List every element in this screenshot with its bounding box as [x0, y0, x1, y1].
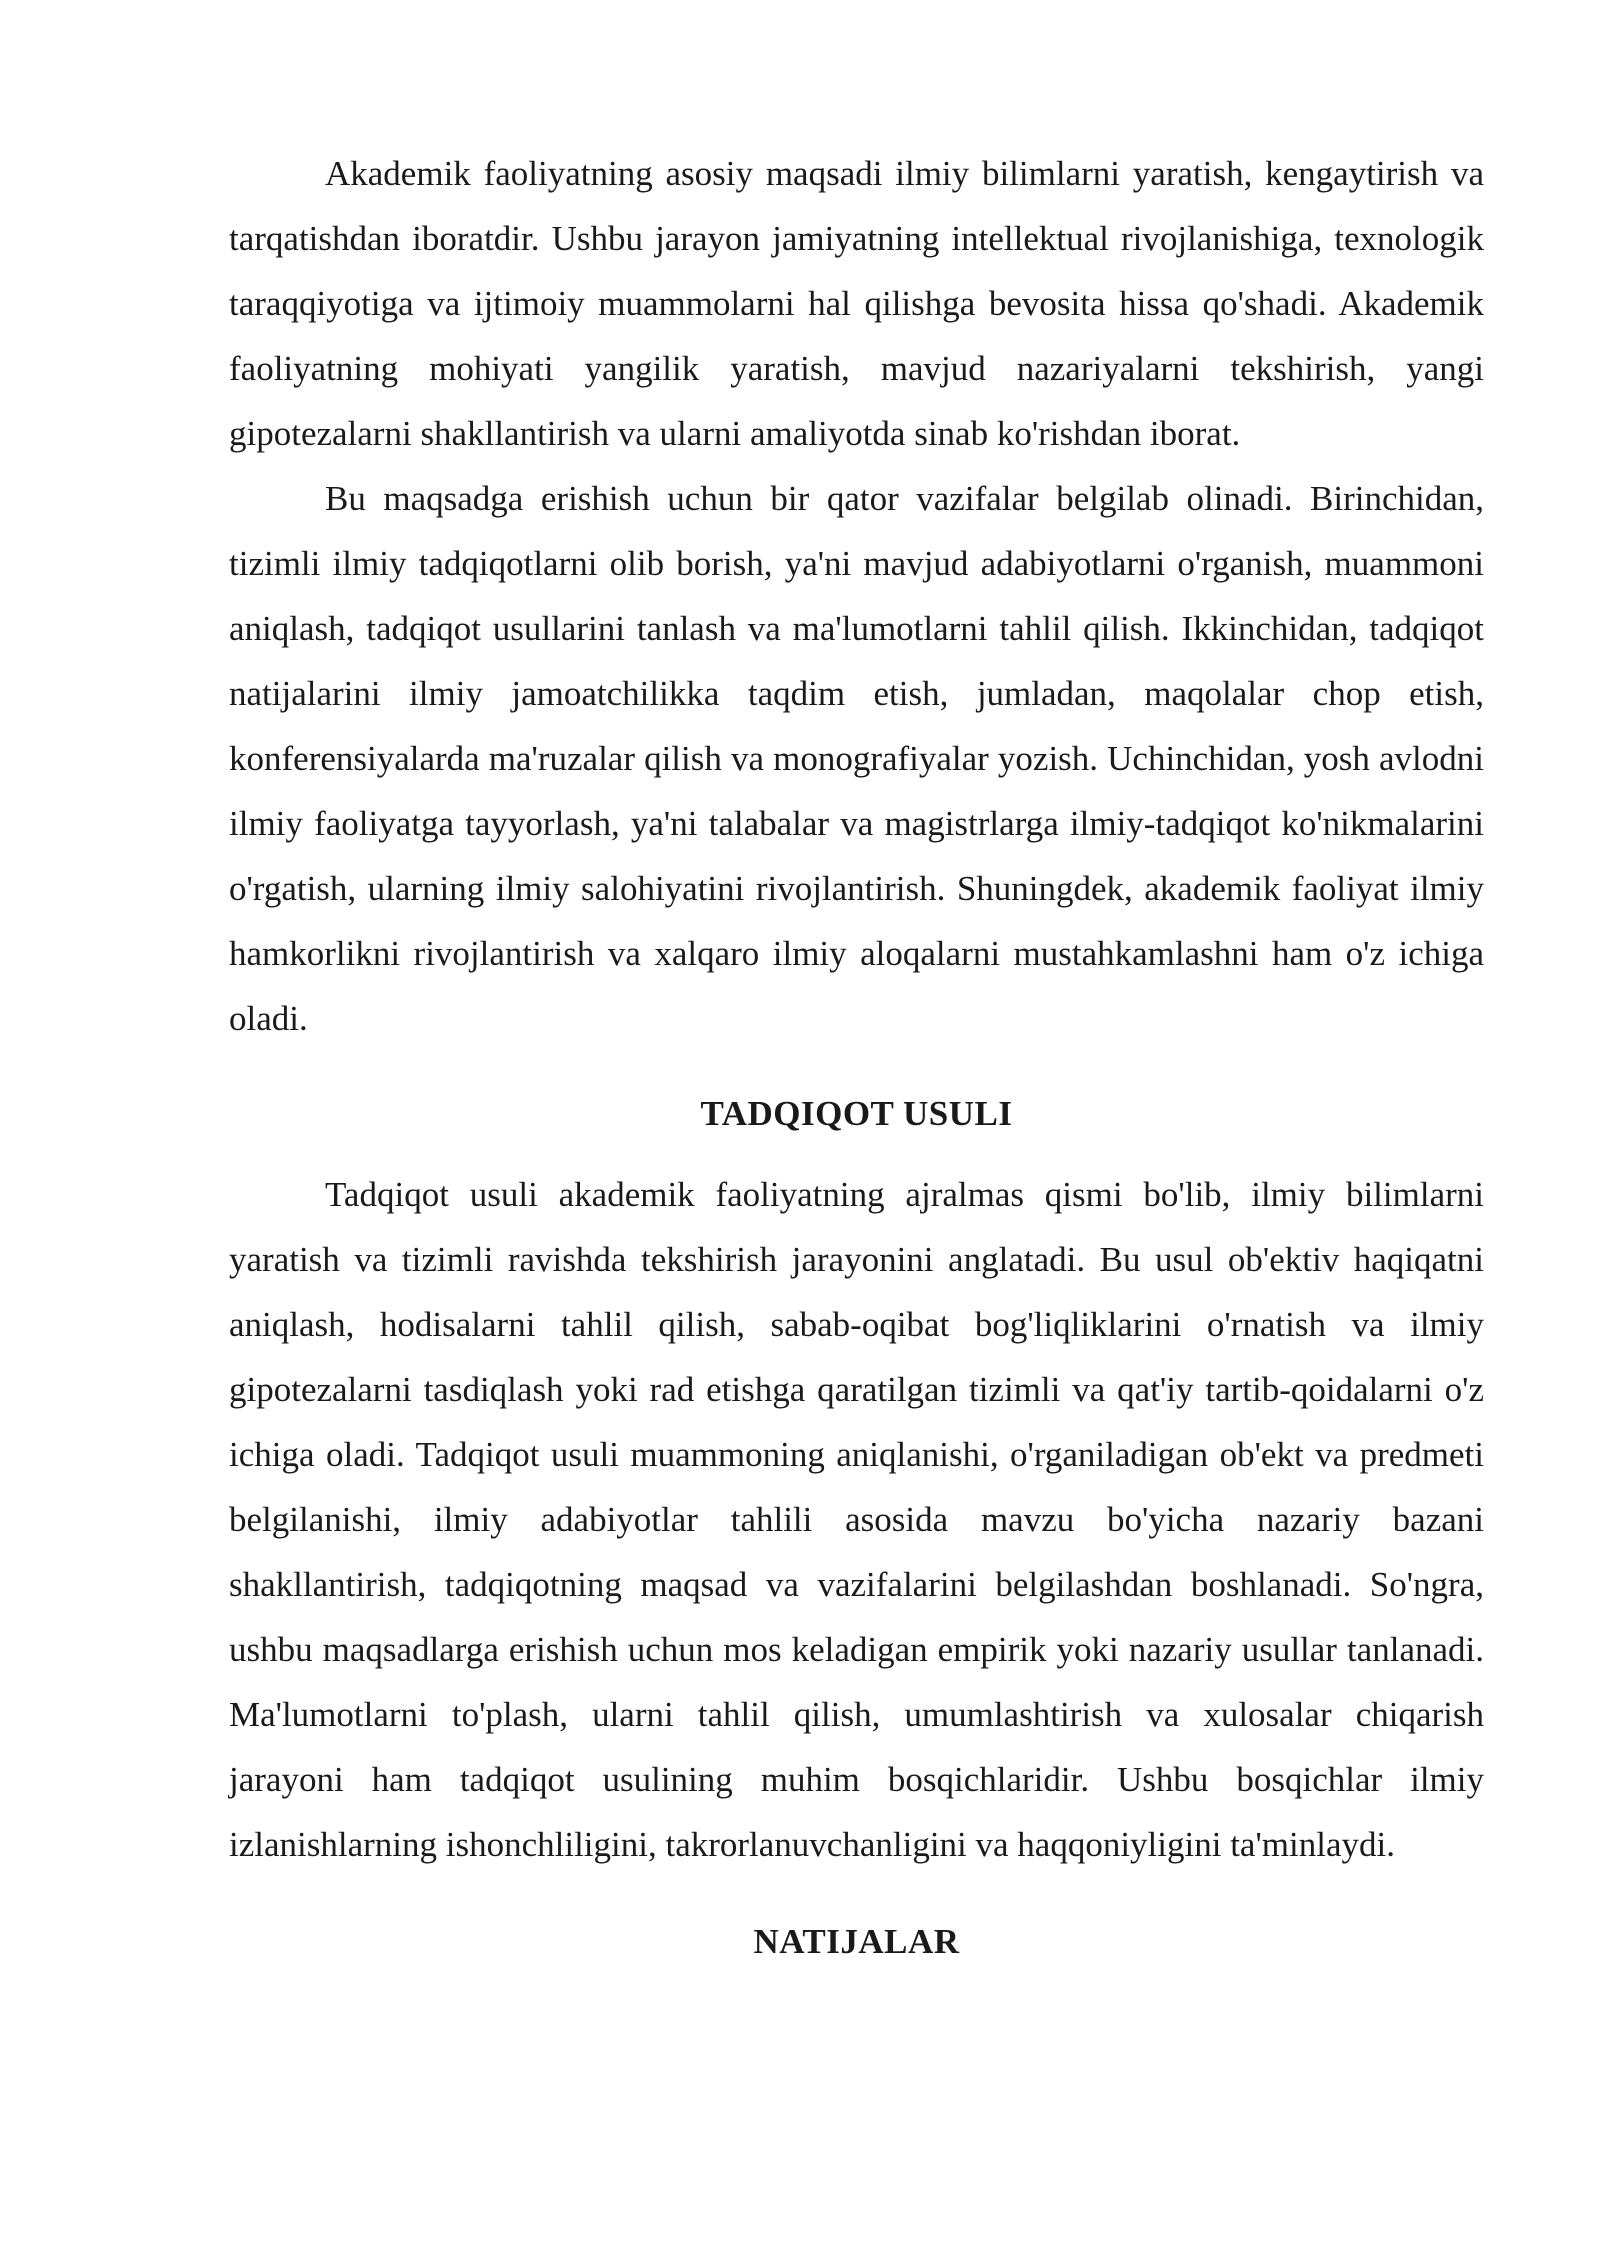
section-heading-method: TADQIQOT USULI — [700, 1094, 1013, 1133]
paragraph-method: Tadqiqot usuli akademik faoliyatning ajralmas qismi bo'lib, ilmiy bilimlarni yaratish va tizimli ravishda tekshirish jarayonini anglatadi. Bu usul ob'ektiv haqiqatni aniqlash, hodisalarni tahlil qilish, sabab-oqibat bog'liqliklarini o'rnatish va ilmiy gipotezalarni tasdiqlash yoki rad etishga qaratilgan tizimli va qat'iy tartib-qoidalarni o'z ichiga oladi. Tadqiqot usuli muammoning aniqlanishi, o'rganiladigan ob'ekt va predmeti belgilanishi, ilmiy adabiyotlar tahlili asosida mavzu bo'yicha nazariy bazani shakllantirish, tadqiqotning maqsad va vazifalarini belgilashdan boshlanadi. So'ngra, ushbu maqsadlarga erishish uchun mos keladigan empirik yoki nazariy usullar tanlanadi. Ma'lumotlarni to'plash, ularni tahlil qilish, umumlashtirish va xulosalar chiqarish jarayoni ham tadqiqot usulining muhim bosqichlaridir. Ushbu bosqichlar ilmiy izlanishlarning ishonchliligini, takrorlanuvchanligini va haqqoniyligini ta'minlaydi. — [229, 1175, 1484, 1864]
paragraph-academic-goal: Akademik faoliyatning asosiy maqsadi ilmiy bilimlarni yaratish, kengaytirish va tarqatishdan iboratdir. Ushbu jarayon jamiyatning intellektual rivojlanishiga, texnologik taraqqiyotiga va ijtimoiy muammolarni hal qilishga bevosita hissa qo'shadi. Akademik faoliyatning mohiyati yangilik yaratish, mavjud nazariyalarni tekshirish, yangi gipotezalarni shakllantirish va ularni amaliyotda sinab ko'rishdan iborat. — [229, 154, 1484, 453]
section-heading-results: NATIJALAR — [753, 1922, 960, 1961]
document-page — [229, 141, 1484, 1974]
paragraph-tasks: Bu maqsadga erishish uchun bir qator vazifalar belgilab olinadi. Birinchidan, tizimli ilmiy tadqiqotlarni olib borish, ya'ni mavjud adabiyotlarni o'rganish, muammoni aniqlash, tadqiqot usullarini tanlash va ma'lumotlarni tahlil qilish. Ikkinchidan, tadqiqot natijalarini ilmiy jamoatchilikka taqdim etish, jumladan, maqolalar chop etish, konferensiyalarda ma'ruzalar qilish va monografiyalar yozish. Uchinchidan, yosh avlodni ilmiy faoliyatga tayyorlash, ya'ni talabalar va magistrlarga ilmiy-tadqiqot ko'nikmalarini o'rgatish, ularning ilmiy salohiyatini rivojlantirish. Shuningdek, akademik faoliyat ilmiy hamkorlikni rivojlantirish va xalqaro ilmiy aloqalarni mustahkamlashni ham o'z ichiga oladi. — [229, 479, 1484, 1038]
